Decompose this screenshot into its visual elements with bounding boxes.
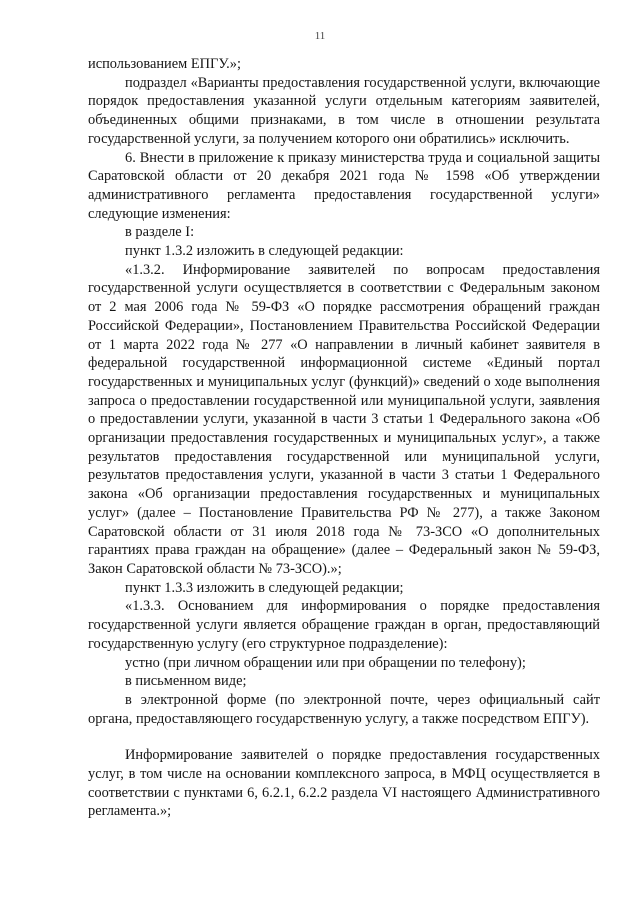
document-body [88, 55, 600, 821]
paragraph: Информирование заявителей о порядке предоставления государственных услуг, в том числе на основании комплексного запроса, в МФЦ осуществляется в соответствии с пунктами 6, 6.2.1, 6.2.2 раздела VI настоящего Административного регламента.»; [88, 747, 600, 820]
paragraph: пункт 1.3.3 изложить в следующей редакции; [125, 579, 404, 596]
paragraph: использованием ЕПГУ.»; [88, 56, 241, 72]
paragraph: пункт 1.3.2 изложить в следующей редакции: [125, 243, 404, 260]
paragraph: в электронной форме (по электронной почте, через официальный сайт органа, предоставляющего государственную услугу, а также посредством ЕПГУ). [88, 691, 600, 727]
paragraph: подраздел «Варианты предоставления государственной услуги, включающие порядок предоставления указанной услуги отдельным категориям заявителей, объединенных общими признаками, в том числе в отношении результата государственной услуги, за получением которого они обратились» исключить. [88, 74, 600, 147]
paragraph: в разделе I: [125, 224, 195, 241]
paragraph: в письменном виде; [125, 673, 247, 690]
page-number: 11 [314, 30, 326, 42]
paragraph: 6. Внести в приложение к приказу министерства труда и социальной защиты Саратовской области от 20 декабря 2021 года № 1598 «Об утверждении административного регламента предоставления государственной услуги» следующие изменения: [88, 149, 600, 222]
paragraph: «1.3.3. Основанием для информирования о порядке предоставления государственной услуги является обращение граждан в орган, предоставляющий государственную услугу (его структурное подразделение): [88, 598, 600, 652]
paragraph: «1.3.2. Информирование заявителей по вопросам предоставления государственной услуги осуществляется в соответствии с Федеральным законом от 2 мая 2006 года № 59-ФЗ «О порядке рассмотрения обращений граждан Российской Федерации», Постановлением Правительства Российской Федерации от 1 марта 2022 года № 277 «О направлении в личный кабинет заявителя в федеральной государственной информационной системе «Единый портал государственных и муниципальных услуг (функций)» сведений о ходе выполнения запроса о предоставлении государственной или муниципальной услуги, заявления о предоставлении услуги, указанной в части 3 статьи 1 Федерального закона «Об организации предоставления государственных и муниципальных услуг», а также результатов предоставления государственной или муниципальной услуги, результатов предоставления услуги, указанной в части 3 статьи 1 Федерального закона «Об организации предоставления государственных и муниципальных услуг» (далее – Постановление Правительства РФ № 277), а также Законом Саратовской области от 31 июля 2018 года № 73-ЗСО «О дополнительных гарантиях права граждан на обращение» (далее – Федеральный закон № 59-ФЗ, Закон Саратовской области № 73-ЗСО).»; [88, 261, 600, 577]
paragraph: устно (при личном обращении или при обращении по телефону); [125, 654, 526, 671]
